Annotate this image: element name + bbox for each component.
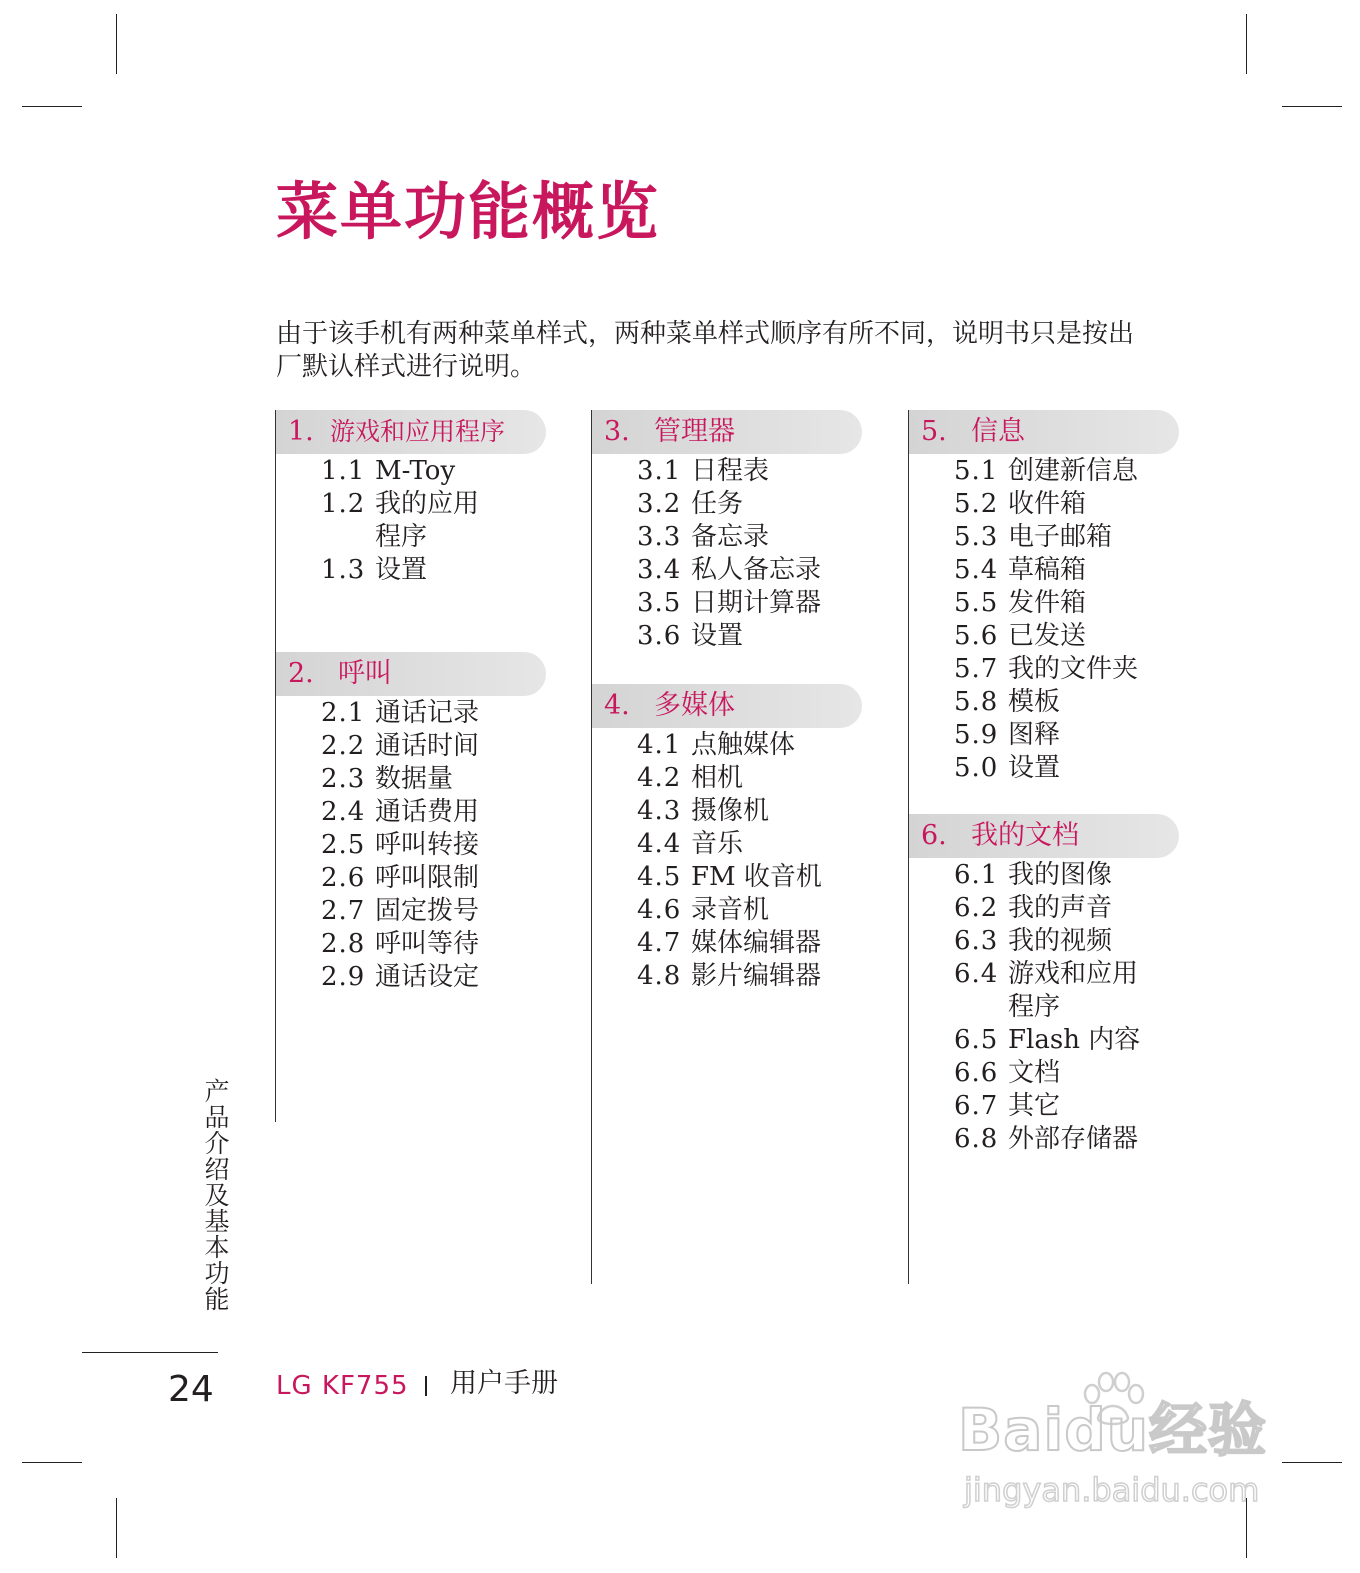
menu-item: [909, 488, 1179, 521]
menu-item: [276, 455, 546, 488]
item-number: 2.7: [321, 896, 366, 926]
item-number: 6.8: [954, 1124, 999, 1154]
menu-item: [592, 828, 862, 861]
menu-item: [909, 455, 1179, 488]
menu-item: [909, 587, 1179, 620]
item-number: 4.6: [637, 895, 682, 925]
chapter-side-label: 产品介绍及基本功能: [201, 1078, 230, 1312]
item-label: 收件箱: [1008, 489, 1087, 519]
menu-item: [909, 1123, 1179, 1156]
menu-item: [909, 521, 1179, 554]
item-label: 外部存储器: [1008, 1124, 1139, 1154]
footer-brand: LG KF755: [276, 1371, 409, 1401]
menu-item: [909, 686, 1179, 719]
menu-section: [592, 684, 862, 993]
section-title: 游戏和应用程序: [330, 417, 506, 446]
menu-item: [276, 730, 546, 763]
section-number: 4.: [604, 690, 630, 721]
intro-paragraph: 由于该手机有两种菜单样式，两种菜单样式顺序有所不同，说明书只是按出厂默认样式进行说明。: [276, 319, 1135, 382]
item-number: 2.5: [321, 830, 366, 860]
section-header: [909, 814, 1179, 858]
section-header: [276, 410, 546, 454]
page-number: 24: [168, 1369, 214, 1410]
item-label: 模板: [1008, 687, 1061, 717]
section-number: 6.: [921, 820, 947, 851]
item-label: 日期计算器: [691, 588, 822, 618]
section-number: 5.: [921, 416, 947, 447]
crop-mark: [1282, 1462, 1342, 1463]
item-label: 设置: [375, 555, 428, 585]
footer-separator: [425, 1376, 427, 1396]
item-number: 6.3: [954, 926, 999, 956]
item-number: 4.7: [637, 928, 682, 958]
item-number: 3.5: [637, 588, 682, 618]
section-header: [592, 410, 862, 454]
item-label: 其它: [1008, 1091, 1061, 1121]
menu-item: [276, 928, 546, 961]
menu-item: [592, 960, 862, 993]
menu-item: [592, 455, 862, 488]
item-label: 我的图像: [1008, 860, 1113, 890]
item-number: 2.2: [321, 731, 366, 761]
item-number: 6.1: [954, 860, 999, 890]
item-number: 4.8: [637, 961, 682, 991]
item-label: 图释: [1008, 720, 1061, 750]
item-number: 3.6: [637, 621, 682, 651]
item-number: 4.2: [637, 763, 682, 793]
item-label: 我的应用程序: [375, 489, 480, 552]
menu-item: [276, 829, 546, 862]
item-label: 日程表: [691, 456, 770, 486]
item-label: 通话设定: [375, 962, 480, 992]
item-number: 5.8: [954, 687, 999, 717]
menu-item: [592, 795, 862, 828]
crop-mark: [116, 14, 117, 74]
item-label: 固定拨号: [375, 896, 480, 926]
item-label: 呼叫限制: [375, 863, 480, 893]
item-number: 6.5: [954, 1025, 999, 1055]
section-title: 呼叫: [338, 658, 392, 689]
menu-item: [276, 488, 546, 554]
item-number: 5.7: [954, 654, 999, 684]
item-label: M-Toy: [375, 456, 456, 486]
item-number: 1.1: [321, 456, 366, 486]
item-label: 文档: [1008, 1058, 1061, 1088]
menu-item: [276, 697, 546, 730]
menu-item: [909, 1090, 1179, 1123]
menu-item: [909, 958, 1179, 1024]
menu-item: [276, 554, 546, 587]
menu-item: [276, 862, 546, 895]
item-label: 呼叫等待: [375, 929, 480, 959]
item-number: 1.2: [321, 489, 366, 519]
crop-mark: [1246, 14, 1247, 74]
crop-mark: [22, 106, 82, 107]
item-label: 任务: [691, 489, 744, 519]
item-label: 数据量: [375, 764, 454, 794]
menu-item: [592, 587, 862, 620]
item-number: 4.1: [637, 730, 682, 760]
item-number: 5.6: [954, 621, 999, 651]
item-label: 草稿箱: [1008, 555, 1087, 585]
item-label: 呼叫转接: [375, 830, 480, 860]
menu-item: [276, 763, 546, 796]
section-header: [909, 410, 1179, 454]
item-number: 6.7: [954, 1091, 999, 1121]
menu-item: [909, 859, 1179, 892]
menu-item: [909, 925, 1179, 958]
menu-section: [592, 410, 862, 653]
menu-item: [909, 620, 1179, 653]
menu-item: [909, 1057, 1179, 1090]
section-number: 2.: [288, 658, 314, 689]
menu-item: [909, 752, 1179, 785]
footer-manual-title: 用户手册: [450, 1368, 558, 1399]
item-label: FM 收音机: [691, 862, 822, 892]
item-number: 5.0: [954, 753, 999, 783]
section-number: 1.: [288, 416, 314, 447]
item-number: 2.9: [321, 962, 366, 992]
item-label: 通话记录: [375, 698, 480, 728]
menu-item: [592, 554, 862, 587]
menu-item: [909, 653, 1179, 686]
crop-mark: [22, 1462, 82, 1463]
item-number: 5.1: [954, 456, 999, 486]
section-header: [276, 652, 546, 696]
page-title: 菜单功能概览: [276, 175, 661, 248]
item-number: 3.2: [637, 489, 682, 519]
item-number: 4.3: [637, 796, 682, 826]
item-label: 已发送: [1008, 621, 1087, 651]
item-label: 发件箱: [1008, 588, 1087, 618]
item-number: 5.9: [954, 720, 999, 750]
item-number: 2.8: [321, 929, 366, 959]
menu-item: [276, 796, 546, 829]
item-number: 2.1: [321, 698, 366, 728]
item-label: 点触媒体: [691, 730, 796, 760]
item-label: 创建新信息: [1008, 456, 1139, 486]
item-label: 设置: [691, 621, 744, 651]
menu-item: [592, 927, 862, 960]
item-number: 1.3: [321, 555, 366, 585]
menu-item: [592, 894, 862, 927]
item-number: 6.2: [954, 893, 999, 923]
menu-item: [276, 895, 546, 928]
menu-item: [909, 892, 1179, 925]
baidu-watermark: [958, 1370, 1278, 1530]
menu-section: [276, 652, 546, 994]
menu-section: [909, 814, 1179, 1156]
item-number: 2.3: [321, 764, 366, 794]
menu-item: [592, 521, 862, 554]
item-number: 2.6: [321, 863, 366, 893]
section-number: 3.: [604, 416, 630, 447]
item-label: 录音机: [691, 895, 770, 925]
crop-mark: [1282, 106, 1342, 107]
item-number: 4.5: [637, 862, 682, 892]
menu-item-list: [276, 697, 546, 994]
item-number: 3.4: [637, 555, 682, 585]
menu-item: [592, 488, 862, 521]
menu-item: [592, 861, 862, 894]
menu-section: [909, 410, 1179, 785]
item-label: 摄像机: [691, 796, 770, 826]
menu-item-list: [276, 455, 546, 587]
item-label: Flash 内容: [1008, 1025, 1141, 1055]
section-header: [592, 684, 862, 728]
menu-item: [276, 961, 546, 994]
menu-item-list: [592, 729, 862, 993]
item-label: 通话费用: [375, 797, 480, 827]
menu-item-list: [909, 859, 1179, 1156]
section-title: 多媒体: [654, 690, 735, 721]
item-label: 媒体编辑器: [691, 928, 822, 958]
item-label: 备忘录: [691, 522, 770, 552]
item-number: 5.3: [954, 522, 999, 552]
section-title: 我的文档: [971, 820, 1079, 851]
item-label: 私人备忘录: [691, 555, 822, 585]
item-label: 游戏和应用程序: [1008, 959, 1139, 1022]
watermark-url: jingyan.baidu.com: [964, 1471, 1260, 1509]
menu-section: [276, 410, 546, 587]
item-label: 音乐: [691, 829, 744, 859]
item-label: 相机: [691, 763, 744, 793]
menu-item: [592, 620, 862, 653]
menu-item-list: [592, 455, 862, 653]
item-number: 3.3: [637, 522, 682, 552]
item-number: 4.4: [637, 829, 682, 859]
watermark-text: Baidu经验: [958, 1396, 1268, 1464]
item-number: 5.5: [954, 588, 999, 618]
item-number: 5.4: [954, 555, 999, 585]
menu-item: [909, 1024, 1179, 1057]
menu-item: [592, 762, 862, 795]
item-number: 6.6: [954, 1058, 999, 1088]
item-number: 5.2: [954, 489, 999, 519]
item-label: 电子邮箱: [1008, 522, 1113, 552]
section-title: 管理器: [654, 416, 735, 447]
item-number: 3.1: [637, 456, 682, 486]
menu-item-list: [909, 455, 1179, 785]
item-label: 通话时间: [375, 731, 480, 761]
footer-rule: [82, 1352, 218, 1353]
item-label: 设置: [1008, 753, 1061, 783]
menu-item: [909, 719, 1179, 752]
item-label: 影片编辑器: [691, 961, 822, 991]
item-label: 我的声音: [1008, 893, 1113, 923]
section-title: 信息: [971, 416, 1025, 447]
item-label: 我的视频: [1008, 926, 1113, 956]
crop-mark: [116, 1498, 117, 1558]
menu-item: [909, 554, 1179, 587]
item-number: 6.4: [954, 959, 999, 989]
item-number: 2.4: [321, 797, 366, 827]
menu-item: [592, 729, 862, 762]
item-label: 我的文件夹: [1008, 654, 1139, 684]
